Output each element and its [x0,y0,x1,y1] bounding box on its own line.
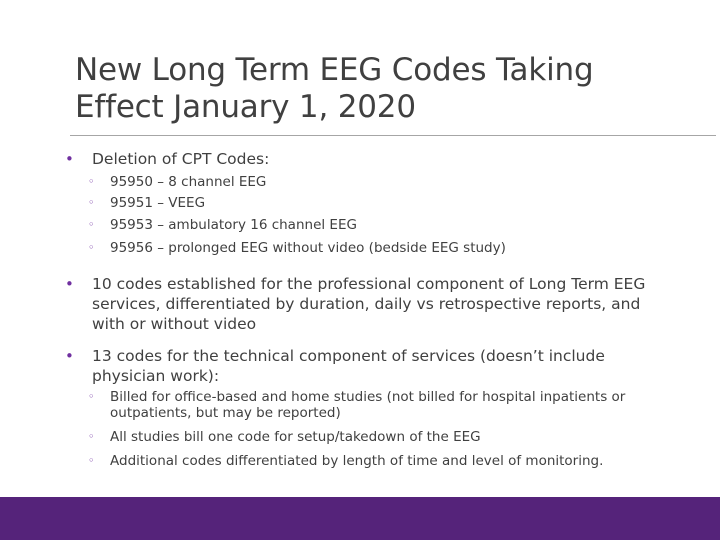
sub-bullet-marker-icon: ◦ [88,196,95,209]
sub-bullet-marker-icon: ◦ [88,390,95,403]
bullet-marker-icon: • [65,150,74,168]
sub-bullet-marker-icon: ◦ [88,218,95,231]
sub-bullet-marker-icon: ◦ [88,430,95,443]
sub-bullet-text: 95950 – 8 channel EEG [110,174,267,190]
sub-bullet-marker-icon: ◦ [88,175,95,188]
sub-bullet-text: Additional codes differentiated by length of time and level of monitoring. [110,453,604,469]
sub-bullet-text: All studies bill one code for setup/takedown of the EEG [110,429,481,445]
sub-bullet-text: 95956 – prolonged EEG without video (bedside EEG study) [110,240,506,256]
sub-bullet-marker-icon: ◦ [88,454,95,467]
sub-bullet-text: Billed for office-based and home studies (not billed for hospital inpatients or outpatients, but may be reported) [110,389,626,421]
sub-bullet-text: 95953 – ambulatory 16 channel EEG [110,217,357,233]
bullet-text: 13 codes for the technical component of services (doesn’t include physician work): [92,347,605,385]
bullet-item [65,149,672,169]
sub-bullet-item [88,174,670,190]
sub-bullet-item [88,195,670,211]
sub-bullet-item [88,240,670,256]
slide-title: New Long Term EEG Codes Taking Effect January 1, 2020 [75,52,594,125]
bullet-text: Deletion of CPT Codes: [92,150,270,168]
bullet-item [65,346,672,386]
sub-bullet-marker-icon: ◦ [88,241,95,254]
sub-bullet-item [88,217,670,233]
bullet-item [65,274,672,334]
sub-bullet-item [88,453,670,469]
title-divider [70,135,716,136]
sub-bullet-item [88,389,670,421]
footer-bar [0,497,720,540]
sub-bullet-text: 95951 – VEEG [110,195,206,211]
sub-bullet-item [88,429,670,445]
bullet-marker-icon: • [65,347,74,365]
bullet-marker-icon: • [65,275,74,293]
bullet-text: 10 codes established for the professional component of Long Term EEG services, differentiated by duration, daily vs retrospective reports, and with or without video [92,275,646,333]
